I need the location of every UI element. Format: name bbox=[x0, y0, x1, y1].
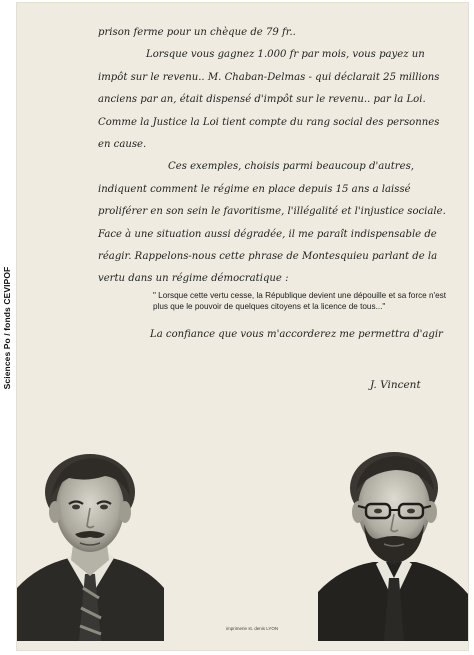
archive-credit-strip bbox=[0, 0, 14, 655]
paragraph-1: prison ferme pour un chèque de 79 fr.. bbox=[98, 27, 296, 38]
montesquieu-quote: " Lorsque cette vertu cesse, la République devient une dépouille et sa force n'est plus que le pouvoir de quelques citoyens et la licence de tous..." bbox=[153, 291, 447, 311]
paragraph-3: Ces exemples, choisis parmi beaucoup d'autres, indiquent comment le régime en place depuis 15 ans a laissé proliférer en son sein le favoritisme, l'illégalité et l'injustice sociale. Face à une situation aussi dégradée, il me paraît indispensable de réagir. Rappelons-nous cette phrase de Montesquieu parlant de la vertu dans un régime démocratique : bbox=[98, 161, 446, 285]
paragraph-2: Lorsque vous gagnez 1.000 fr par mois, vous payez un impôt sur le revenu.. M. Chaban-Delmas - qui déclarait 25 millions anciens par an, était dispensé d'impôt sur le revenu.. par la Loi. Comme la Justice la Loi tient compte du rang social des personnes en cause. bbox=[98, 49, 440, 151]
printer-note: imprimerie st. denis LYON bbox=[226, 626, 279, 631]
signature: J. Vincent bbox=[370, 379, 421, 391]
closing-line: La confiance que vous m'accorderez me permettra d'agir bbox=[150, 329, 443, 340]
portrait-left bbox=[17, 448, 164, 641]
letter-body bbox=[98, 22, 448, 291]
archive-credit: Sciences Po / fonds CEVIPOF bbox=[2, 266, 12, 389]
portrait-right bbox=[318, 446, 468, 641]
